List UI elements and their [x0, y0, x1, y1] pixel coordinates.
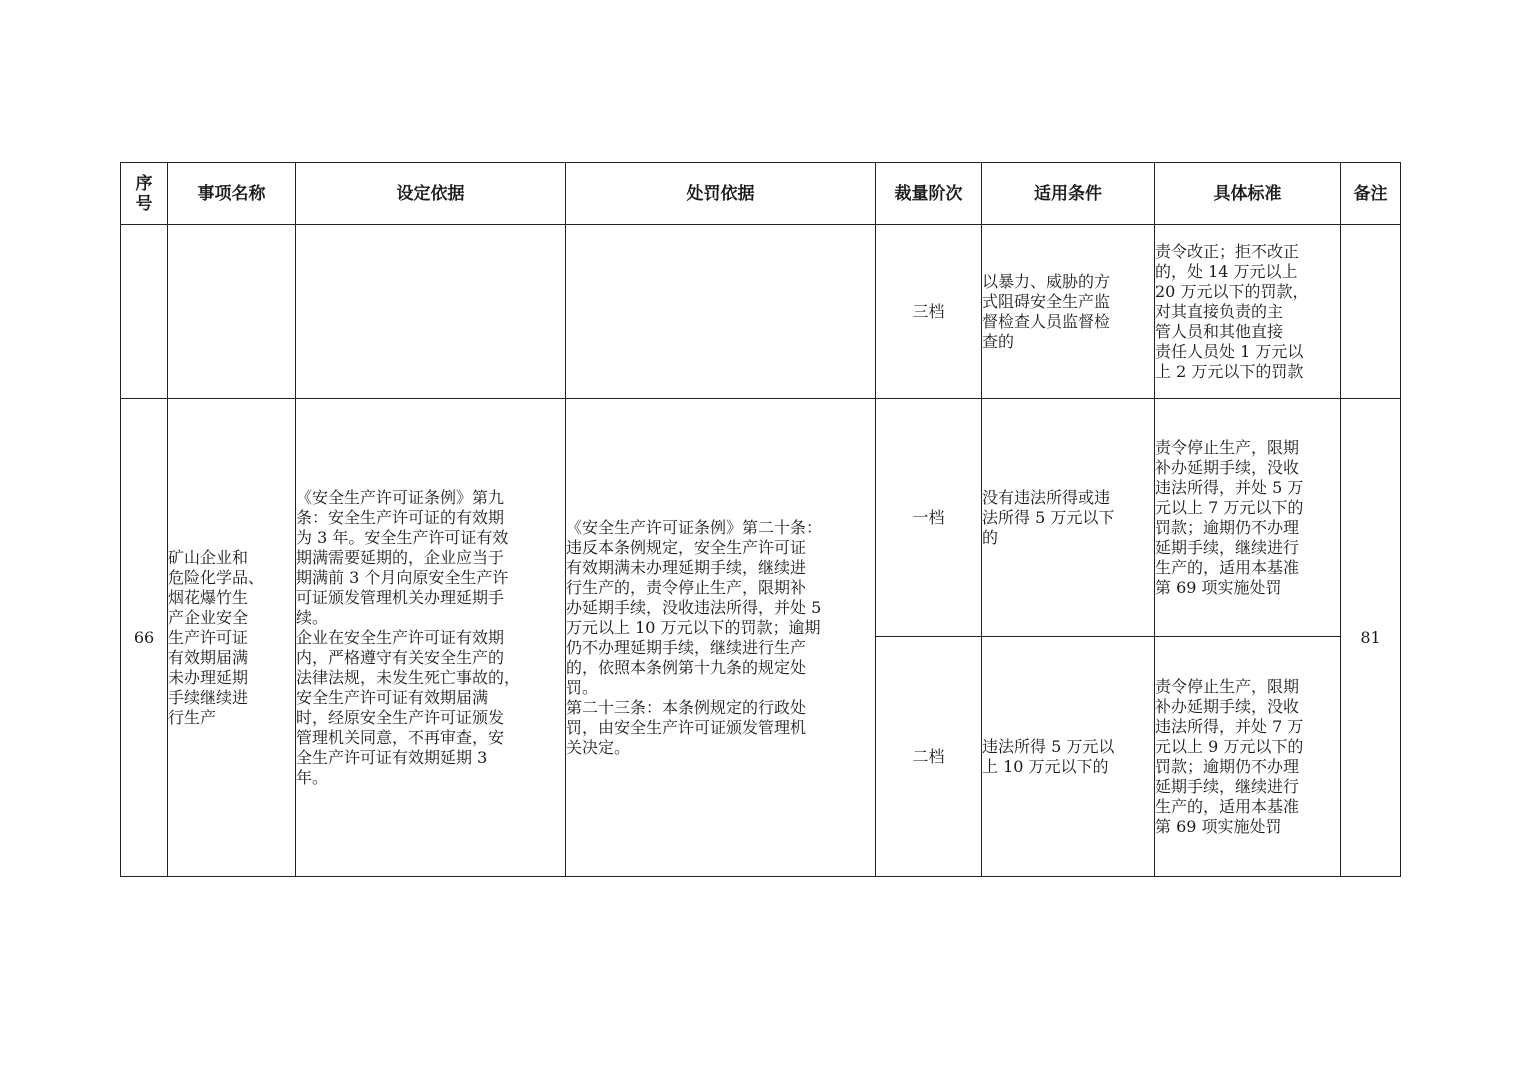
header-seq: 序 号	[121, 163, 168, 225]
row66-basis-cell: 《安全生产许可证条例》第九 条：安全生产许可证的有效期 为 3 年。安全生产许可证有效 期满需要延期的，企业应当于 期满前 3 个月向原安全生产许 可证颁发管理机关办理延期手 续。 企业在安全生产许可证有效期 内，严格遵守有关安全生产的 法律法规，未发生死亡事故的， 安全生产许可证有效期届满 时，经原安全生产许可证颁发 管理机关同意，不再审查，安 全生产许可证有效期延期 3 年。	[296, 399, 566, 877]
tier1-condition-cell: 没有违法所得或违 法所得 5 万元以下 的	[982, 399, 1155, 637]
header-level: 裁量阶次	[876, 163, 982, 225]
tier2-level-cell: 二档	[876, 637, 982, 877]
header-row	[121, 163, 1401, 225]
row66-name-cell: 矿山企业和 危险化学品、 烟花爆竹生 产企业安全 生产许可证 有效期届满 未办理延期 手续继续进 行生产	[168, 399, 296, 877]
tier1-level-cell: 一档	[876, 399, 982, 637]
prev-penalty-cell	[566, 225, 876, 399]
row66-penalty-cell: 《安全生产许可证条例》第二十条： 违反本条例规定，安全生产许可证 有效期满未办理延期手续，继续进 行生产的，责令停止生产，限期补 办延期手续，没收违法所得，并处 5 万元以上 10 万元以下的罚款；逾期 仍不办理延期手续，继续进行生产 的，依照本条例第十九条的规定处 罚。 第二十三条：本条例规定的行政处 罚，由安全生产许可证颁发管理机 关决定。	[566, 399, 876, 877]
header-name: 事项名称	[168, 163, 296, 225]
row66-remark-cell: 81	[1341, 399, 1401, 877]
penalty-standard-table	[120, 162, 1401, 877]
header-remark: 备注	[1341, 163, 1401, 225]
table-row-prev	[121, 225, 1401, 399]
prev-level-cell: 三档	[876, 225, 982, 399]
prev-condition-cell: 以暴力、威胁的方 式阻碍安全生产监 督检查人员监督检 查的	[982, 225, 1155, 399]
prev-standard-cell: 责令改正；拒不改正 的，处 14 万元以上 20 万元以下的罚款， 对其直接负责的主 管人员和其他直接 责任人员处 1 万元以 上 2 万元以下的罚款	[1155, 225, 1341, 399]
row66-seq-cell: 66	[121, 399, 168, 877]
prev-name-cell	[168, 225, 296, 399]
tier1-standard-cell: 责令停止生产，限期 补办延期手续，没收 违法所得，并处 5 万 元以上 7 万元以下的 罚款；逾期仍不办理 延期手续，继续进行 生产的，适用本基准 第 69 项实施处罚	[1155, 399, 1341, 637]
tier2-standard-cell: 责令停止生产，限期 补办延期手续，没收 违法所得，并处 7 万 元以上 9 万元以下的 罚款；逾期仍不办理 延期手续，继续进行 生产的，适用本基准 第 69 项实施处罚	[1155, 637, 1341, 877]
table-row-66-tier1	[121, 399, 1401, 637]
header-standard: 具体标准	[1155, 163, 1341, 225]
prev-seq-cell	[121, 225, 168, 399]
header-basis: 设定依据	[296, 163, 566, 225]
prev-remark-cell	[1341, 225, 1401, 399]
prev-basis-cell	[296, 225, 566, 399]
header-condition: 适用条件	[982, 163, 1155, 225]
header-penalty: 处罚依据	[566, 163, 876, 225]
tier2-condition-cell: 违法所得 5 万元以 上 10 万元以下的	[982, 637, 1155, 877]
